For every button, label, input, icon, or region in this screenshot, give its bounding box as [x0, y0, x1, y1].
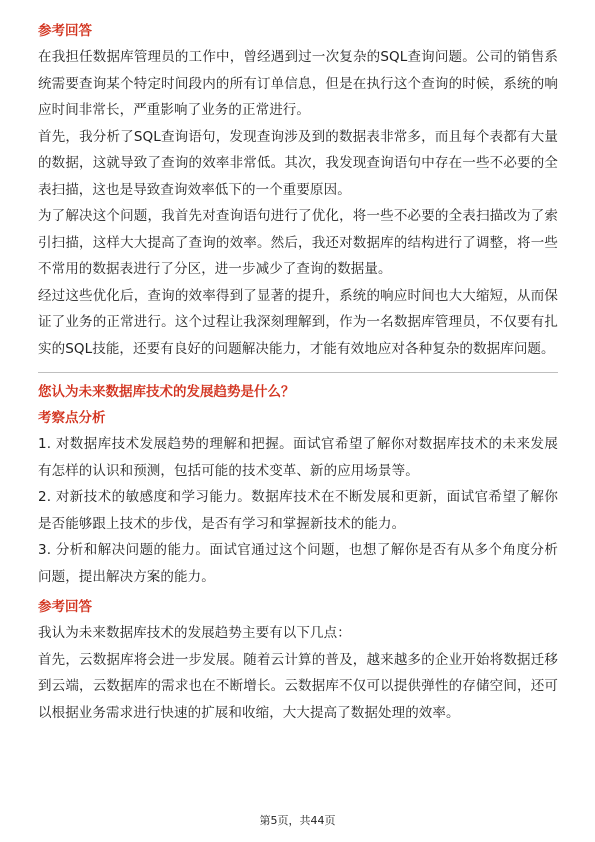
analysis-point: 2. 对新技术的敏感度和学习能力。数据库技术在不断发展和更新，面试官希望了解你是否能够跟上技术的步伐，是否有学习和掌握新技术的能力。: [38, 489, 558, 532]
answer-paragraph: 经过这些优化后，查询的效率得到了显著的提升，系统的响应时间也大大缩短，从而保证了业务的正常进行。这个过程让我深刻理解到，作为一名数据库管理员，不仅要有扎实的SQL技能，还要有良好的问题解决能力，才能有效地应对各种复杂的数据库问题。: [38, 287, 558, 357]
spacer: [38, 590, 558, 598]
analysis-label: 考察点分析: [38, 410, 106, 426]
answer-paragraph: 在我担任数据库管理员的工作中，曾经遇到过一次复杂的SQL查询问题。公司的销售系统需要查询某个特定时间段内的所有订单信息，但是在执行这个查询的时候，系统的响应时间非常长，严重影响了业务的正常进行。: [38, 49, 558, 118]
reference-answer-label: 参考回答: [38, 23, 92, 39]
document-page: [38, 22, 558, 726]
analysis-point: 3. 分析和解决问题的能力。面试官通过这个问题，也想了解你是否有从多个角度分析问题，提出解决方案的能力。: [38, 542, 558, 585]
answer-paragraph: 首先，我分析了SQL查询语句，发现查询涉及到的数据表非常多，而且每个表都有大量的数据，这就导致了查询的效率非常低。其次，我发现查询语句中存在一些不必要的全表扫描，这也是导致查询效率低下的一个重要原因。: [38, 128, 558, 198]
reference-answer-label: 参考回答: [38, 599, 92, 615]
answer-paragraph: 为了解决这个问题，我首先对查询语句进行了优化，将一些不必要的全表扫描改为了索引扫描，这样大大提高了查询的效率。然后，我还对数据库的结构进行了调整，将一些不常用的数据表进行了分区，进一步减少了查询的数据量。: [38, 208, 558, 277]
answer-paragraph: 我认为未来数据库技术的发展趋势主要有以下几点：: [38, 625, 351, 641]
section-divider: [38, 372, 558, 373]
page-number: 第5页，共44页: [259, 814, 336, 827]
answer-paragraph: 首先，云数据库将会进一步发展。随着云计算的普及，越来越多的企业开始将数据迁移到云端，云数据库的需求也在不断增长。云数据库不仅可以提供弹性的存储空间，还可以根据业务需求进行快速的扩展和收缩，大大提高了数据处理的效率。: [38, 651, 558, 721]
analysis-point: 1. 对数据库技术发展趋势的理解和把握。面试官希望了解你对数据库技术的未来发展有怎样的认识和预测，包括可能的技术变革、新的应用场景等。: [38, 436, 558, 479]
interview-question: 您认为未来数据库技术的发展趋势是什么？: [38, 384, 295, 400]
